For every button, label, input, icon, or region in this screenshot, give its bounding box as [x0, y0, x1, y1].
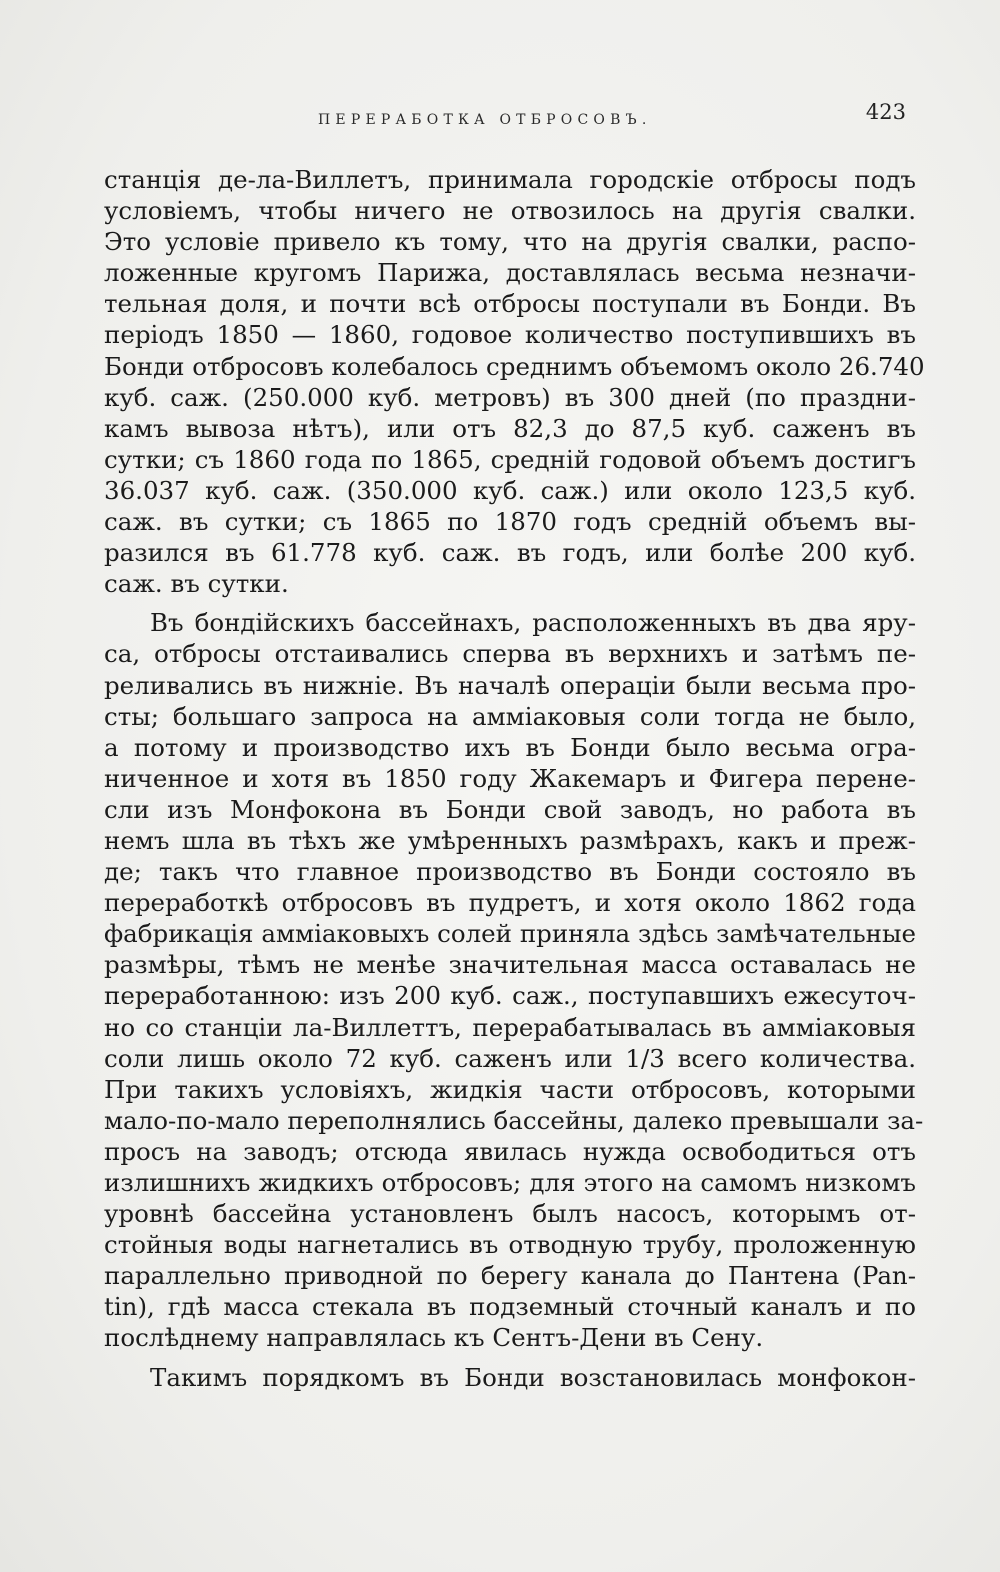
text-line: послѣднему направлялась къ Сентъ-Дени въ Сену. [104, 1323, 764, 1353]
text-line: куб. саж. (250.000 куб. метровъ) въ 300 дней (по праздни- [104, 382, 916, 412]
page-header [104, 100, 912, 140]
paragraph [104, 164, 925, 599]
text-line: реливались въ нижніе. Въ началѣ операціи были весьма про- [104, 670, 916, 700]
text-line: разился въ 61.778 куб. саж. въ годъ, или болѣе 200 куб. [104, 538, 916, 568]
text-line: Бонди отбросовъ колебалось среднимъ объемомъ около 26.740 [104, 351, 925, 381]
text-line: сутки; съ 1860 года по 1865, среднiй годовой объемъ достигъ [104, 444, 916, 474]
text-line: ложенные кругомъ Парижа, доставлялась весьма незначи- [104, 258, 916, 288]
text-line: Такимъ порядкомъ въ Бонди возстановилась монфокон- [150, 1362, 916, 1392]
text-line: излишнихъ жидкихъ отбросовъ; для этого на самомъ низкомъ [104, 1168, 916, 1197]
text-line: tin), гдѣ масса стекала въ подземный сточный каналъ и по [104, 1292, 916, 1322]
text-line: камъ вывоза нѣтъ), или отъ 82,3 до 87,5 куб. саженъ въ [104, 413, 916, 443]
text-line: а потому и производство ихъ въ Бонди было весьма огра- [104, 732, 916, 762]
text-line: ниченное и хотя въ 1850 году Жакемаръ и Фигера перене- [104, 763, 916, 793]
text-line: просъ на заводъ; отсюда явилась нужда освободиться отъ [104, 1136, 916, 1166]
paragraph [104, 1362, 916, 1393]
running-title: ПЕРЕРАБОТКА ОТБРОСОВЪ. [318, 112, 652, 128]
text-line: саж. въ сутки; съ 1865 по 1870 годъ среднiй объемъ вы- [104, 507, 916, 537]
text-line: станція де-ла-Виллетъ, принимала городскіе отбросы подъ [104, 165, 916, 194]
text-line: размѣры, тѣмъ не менѣе значительная масса оставалась не [104, 950, 916, 980]
text-line: соли лишь около 72 куб. саженъ или 1/3 всего количества. [104, 1043, 916, 1073]
text-line: де; такъ что главное производство въ Бонди состояло въ [104, 857, 916, 887]
text-line: Въ бондійскихъ бассейнахъ, расположенныхъ въ два яру- [150, 608, 916, 638]
text-line: стойныя воды нагнетались въ отводную трубу, проложенную [104, 1230, 916, 1260]
text-line: параллельно приводной по берегу канала до Пантена (Pan- [104, 1261, 916, 1291]
text-line: сли изъ Монфокона въ Бонди свой заводъ, но работа въ [104, 794, 916, 824]
page-number: 423 [865, 100, 906, 124]
paragraph-gap [104, 599, 916, 607]
text-line: но со станціи ла-Виллеттъ, перерабатывалась въ амміаковыя [104, 1012, 916, 1042]
text-line: немъ шла въ тѣхъ же умѣренныхъ размѣрахъ, какъ и преж- [104, 825, 916, 855]
paragraph [104, 607, 924, 1353]
text-line: фабрикація амміаковыхъ солей приняла здѣсь замѣчательные [104, 919, 916, 949]
text-line: При такихъ условіяхъ, жидкія части отбросовъ, которыми [104, 1074, 916, 1104]
text-line: условіемъ, чтобы ничего не отвозилось на другія свалки. [104, 196, 916, 226]
text-line: 36.037 куб. саж. (350.000 куб. саж.) или около 123,5 куб. [104, 475, 916, 505]
body-text [104, 164, 925, 1393]
text-line: періодъ 1850 — 1860, годовое количество поступившихъ въ [104, 320, 916, 350]
text-line: мало-по-мало переполнялись бассейны, далеко превышали за- [104, 1105, 924, 1135]
paragraph-gap [104, 1354, 916, 1362]
text-line: са, отбросы отстаивались сперва въ верхнихъ и затѣмъ пе- [104, 639, 916, 669]
text-line: сты; большаго запроса на амміаковыя соли тогда не было, [104, 701, 916, 731]
text-line: Это условіе привело къ тому, что на другія свалки, распо- [104, 227, 916, 257]
text-line: саж. въ сутки. [104, 569, 289, 599]
text-line: уровнѣ бассейна установленъ былъ насосъ, которымъ от- [104, 1199, 916, 1229]
text-line: переработкѣ отбросовъ въ пудретъ, и хотя около 1862 года [104, 888, 916, 918]
text-line: переработанною: изъ 200 куб. саж., поступавшихъ ежесуточ- [104, 981, 916, 1011]
text-line: тельная доля, и почти всѣ отбросы поступали въ Бонди. Въ [104, 289, 916, 319]
